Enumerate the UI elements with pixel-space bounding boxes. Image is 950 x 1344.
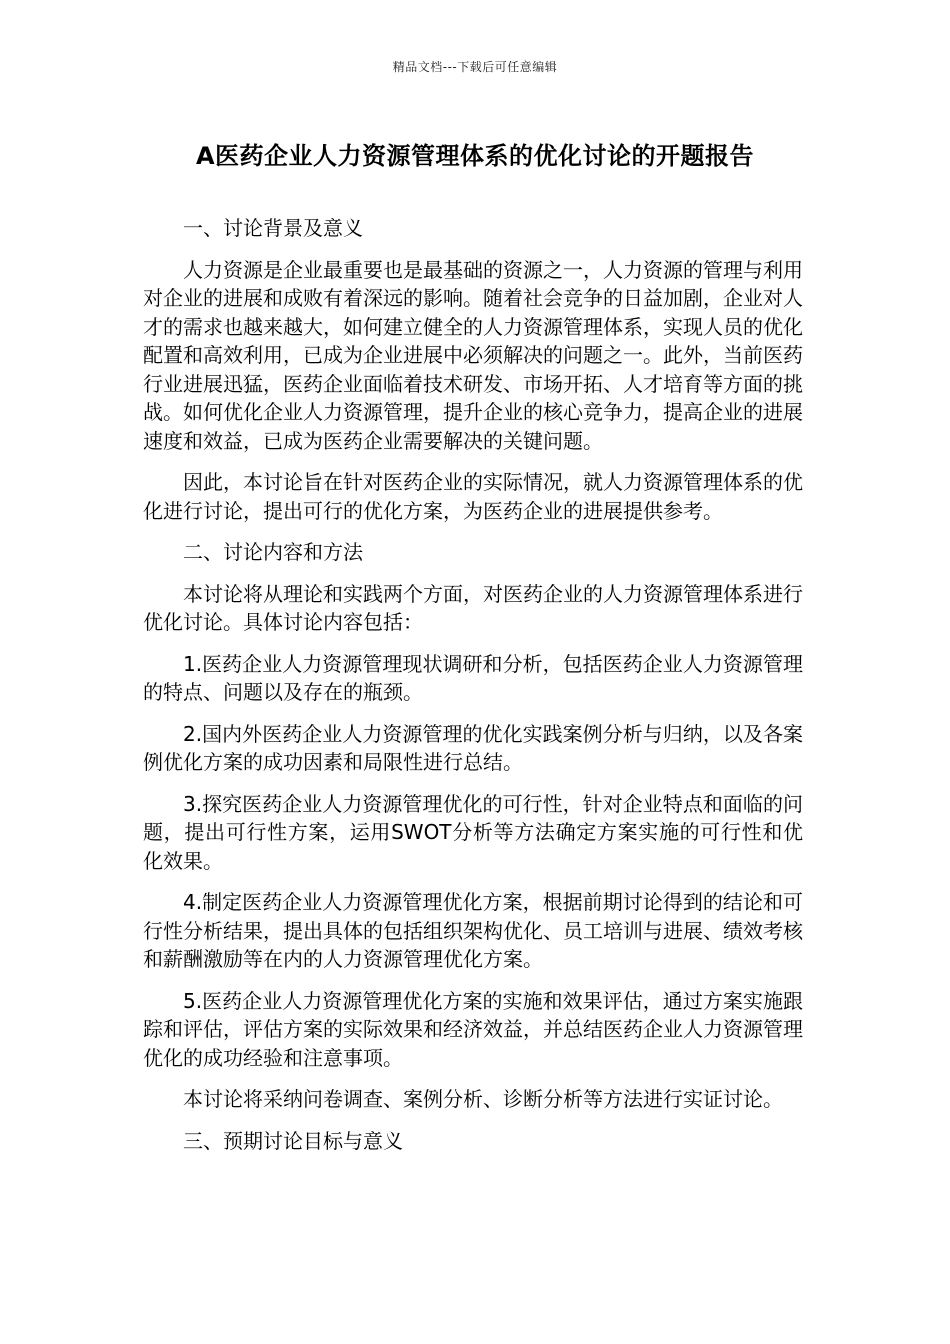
paragraph-background: 人力资源是企业最重要也是最基础的资源之一，人力资源的管理与利用对企业的进展和成败有着深远的影响。随着社会竞争的日益加剧，企业对人才的需求也越来越大，如何建立健全的人力资源管理体系，实现人员的优化配置和高效利用，已成为企业进展中必须解决的问题之一。此外，当前医药行业进展迅猛，医药企业面临着技术研发、市场开拓、人才培育等方面的挑战。如何优化企业人力资源管理，提升企业的核心竞争力，提高企业的进展速度和效益，已成为医药企业需要解决的关键问题。 [143, 257, 803, 453]
list-item: 4.制定医药企业人力资源管理优化方案，根据前期讨论得到的结论和可行性分析结果，提出具体的包括组织架构优化、员工培训与进展、绩效考核和薪酬激励等在内的人力资源管理优化方案。 [143, 890, 803, 971]
list-item: 5.医药企业人力资源管理优化方案的实施和效果评估，通过方案实施跟踪和评估，评估方案的实际效果和经济效益，并总结医药企业人力资源管理优化的成功经验和注意事项。 [143, 988, 803, 1070]
paragraph-content-intro: 本讨论将从理论和实践两个方面，对医药企业的人力资源管理体系进行优化讨论。具体讨论内容包括： [143, 581, 803, 634]
section-heading-background: 一、讨论背景及意义 [183, 216, 363, 240]
document-body [143, 214, 803, 1168]
paragraph-purpose: 因此，本讨论旨在针对医药企业的实际情况，就人力资源管理体系的优化进行讨论，提出可行的优化方案，为医药企业的进展提供参考。 [143, 470, 803, 523]
paragraph-methods: 本讨论将采纳问卷调查、案例分析、诊断分析等方法进行实证讨论。 [183, 1087, 783, 1111]
section-heading-content-methods: 二、讨论内容和方法 [183, 540, 363, 564]
list-item: 2.国内外医药企业人力资源管理的优化实践案例分析与归纳，以及各案例优化方案的成功因素和局限性进行总结。 [143, 721, 803, 774]
section-heading-goals: 三、预期讨论目标与意义 [183, 1128, 403, 1153]
document-title: A医药企业人力资源管理体系的优化讨论的开题报告 [195, 142, 755, 170]
list-item: 1.医药企业人力资源管理现状调研和分析，包括医药企业人力资源管理的特点、问题以及存在的瓶颈。 [143, 651, 803, 704]
header-note: 精品文档---下载后可任意编辑 [392, 60, 558, 74]
list-item: 3.探究医药企业人力资源管理优化的可行性，针对企业特点和面临的问题，提出可行性方案，运用SWOT分析等方法确定方案实施的可行性和优化效果。 [143, 791, 803, 873]
